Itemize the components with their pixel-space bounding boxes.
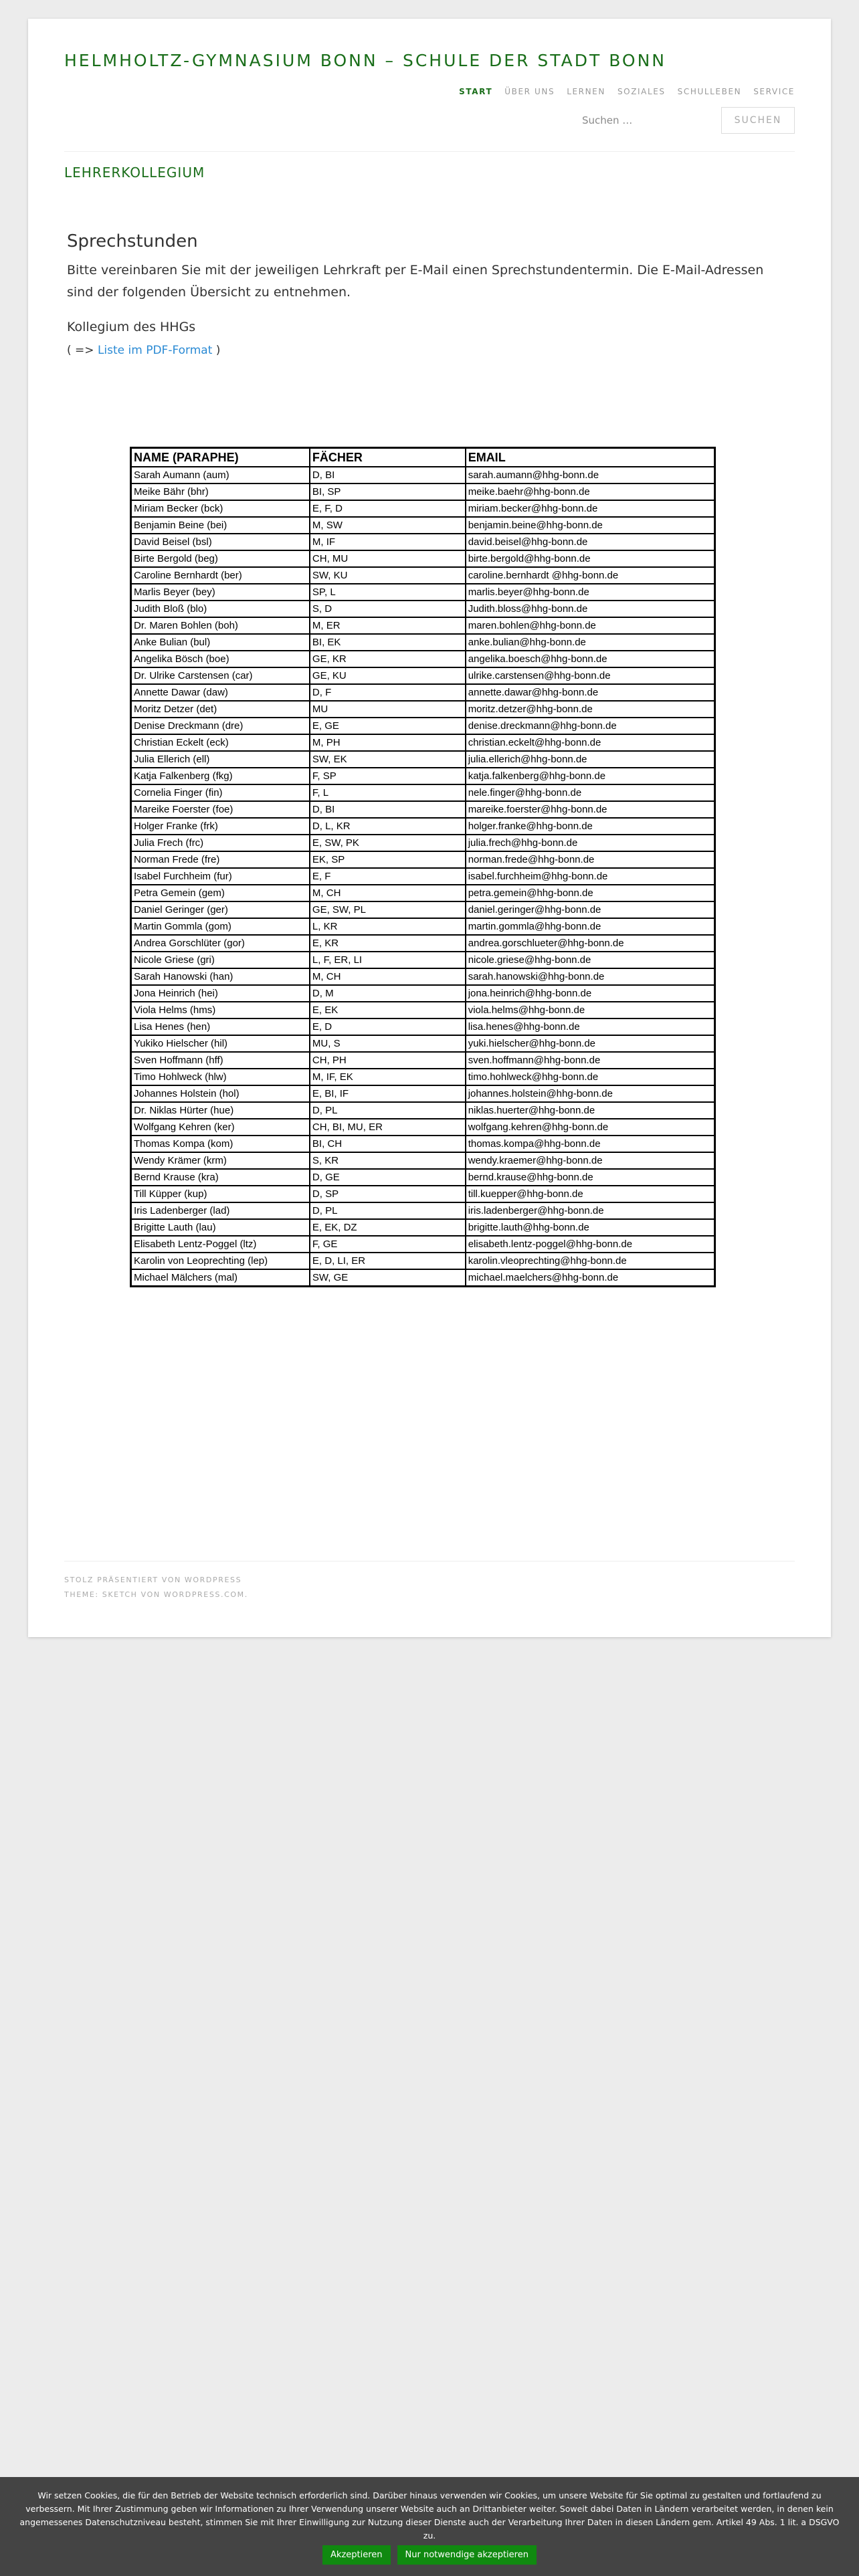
cell-faecher: SW, KU xyxy=(310,567,466,584)
cell-email[interactable]: till.kuepper@hhg-bonn.de xyxy=(466,1186,715,1202)
cell-email[interactable]: thomas.kompa@hhg-bonn.de xyxy=(466,1136,715,1152)
cell-email[interactable]: isabel.furchheim@hhg-bonn.de xyxy=(466,868,715,885)
cell-faecher: S, KR xyxy=(310,1152,466,1169)
pdf-link[interactable]: Liste im PDF-Format xyxy=(97,344,213,357)
nav-item-soziales[interactable]: SOZIALES xyxy=(617,87,666,96)
header-name: NAME (PARAPHE) xyxy=(131,448,310,467)
table-row xyxy=(131,667,715,684)
nav-item-lernen[interactable]: LERNEN xyxy=(567,87,605,96)
table-row xyxy=(131,1152,715,1169)
cell-faecher: M, ER xyxy=(310,617,466,634)
cell-name: David Beisel (bsl) xyxy=(131,534,310,550)
cell-email[interactable]: wolfgang.kehren@hhg-bonn.de xyxy=(466,1119,715,1136)
cell-email[interactable]: elisabeth.lentz-poggel@hhg-bonn.de xyxy=(466,1236,715,1253)
table-row xyxy=(131,601,715,617)
cell-name: Judith Bloß (blo) xyxy=(131,601,310,617)
cell-faecher: E, EK xyxy=(310,1002,466,1018)
cell-email[interactable]: nele.finger@hhg-bonn.de xyxy=(466,784,715,801)
cell-email[interactable]: iris.ladenberger@hhg-bonn.de xyxy=(466,1202,715,1219)
cell-email[interactable]: angelika.boesch@hhg-bonn.de xyxy=(466,651,715,667)
cell-faecher: D, PL xyxy=(310,1202,466,1219)
header-email: EMAIL xyxy=(466,448,715,467)
table-row xyxy=(131,818,715,835)
table-row xyxy=(131,1219,715,1236)
cell-email[interactable]: lisa.henes@hhg-bonn.de xyxy=(466,1018,715,1035)
cell-name: Wolfgang Kehren (ker) xyxy=(131,1119,310,1136)
cell-faecher: D, M xyxy=(310,985,466,1002)
cell-faecher: D, GE xyxy=(310,1169,466,1186)
table-row xyxy=(131,567,715,584)
cell-name: Martin Gommla (gom) xyxy=(131,918,310,935)
cell-email[interactable]: nicole.griese@hhg-bonn.de xyxy=(466,952,715,968)
table-row xyxy=(131,1169,715,1186)
table-row xyxy=(131,517,715,534)
cell-name: Iris Ladenberger (lad) xyxy=(131,1202,310,1219)
cell-faecher: E, F, D xyxy=(310,500,466,517)
cell-email[interactable]: sven.hoffmann@hhg-bonn.de xyxy=(466,1052,715,1069)
cookie-necessary-button[interactable]: Nur notwendige akzeptieren xyxy=(397,2545,537,2565)
search-input[interactable] xyxy=(574,107,714,134)
cell-name: Dr. Niklas Hürter (hue) xyxy=(131,1102,310,1119)
cell-faecher: D, PL xyxy=(310,1102,466,1119)
table-row xyxy=(131,1069,715,1085)
cell-faecher: E, F xyxy=(310,868,466,885)
cell-name: Jona Heinrich (hei) xyxy=(131,985,310,1002)
cell-name: Holger Franke (frk) xyxy=(131,818,310,835)
cell-faecher: D, SP xyxy=(310,1186,466,1202)
search-button[interactable]: SUCHEN xyxy=(721,107,795,134)
table-row xyxy=(131,617,715,634)
cell-email[interactable]: david.beisel@hhg-bonn.de xyxy=(466,534,715,550)
cell-name: Karolin von Leoprechting (lep) xyxy=(131,1253,310,1269)
table-row xyxy=(131,1186,715,1202)
table-row xyxy=(131,651,715,667)
cell-email[interactable]: ulrike.carstensen@hhg-bonn.de xyxy=(466,667,715,684)
cell-email[interactable]: miriam.becker@hhg-bonn.de xyxy=(466,500,715,517)
section-heading: Sprechstunden xyxy=(67,231,198,251)
cell-name: Marlis Beyer (bey) xyxy=(131,584,310,601)
staff-table xyxy=(130,447,716,1287)
cookie-accept-button[interactable]: Akzeptieren xyxy=(322,2545,391,2565)
search-form xyxy=(574,107,795,134)
cell-email[interactable]: sarah.hanowski@hhg-bonn.de xyxy=(466,968,715,985)
cell-name: Anke Bulian (bul) xyxy=(131,634,310,651)
cell-faecher: M, IF xyxy=(310,534,466,550)
cell-faecher: M, SW xyxy=(310,517,466,534)
table-row xyxy=(131,985,715,1002)
cell-faecher: E, KR xyxy=(310,935,466,952)
cell-faecher: SP, L xyxy=(310,584,466,601)
cell-email[interactable]: johannes.holstein@hhg-bonn.de xyxy=(466,1085,715,1102)
cell-email[interactable]: brigitte.lauth@hhg-bonn.de xyxy=(466,1219,715,1236)
cell-name: Yukiko Hielscher (hil) xyxy=(131,1035,310,1052)
table-row xyxy=(131,751,715,768)
cell-email[interactable]: moritz.detzer@hhg-bonn.de xyxy=(466,701,715,718)
cell-name: Norman Frede (fre) xyxy=(131,851,310,868)
header-faecher: FÄCHER xyxy=(310,448,466,467)
table-row xyxy=(131,968,715,985)
cell-email[interactable]: annette.dawar@hhg-bonn.de xyxy=(466,684,715,701)
cell-email[interactable]: daniel.geringer@hhg-bonn.de xyxy=(466,901,715,918)
cell-email[interactable]: jona.heinrich@hhg-bonn.de xyxy=(466,985,715,1002)
cell-name: Johannes Holstein (hol) xyxy=(131,1085,310,1102)
header-divider xyxy=(64,151,795,152)
table-row xyxy=(131,701,715,718)
cell-name: Miriam Becker (bck) xyxy=(131,500,310,517)
cell-email[interactable]: meike.baehr@hhg-bonn.de xyxy=(466,484,715,500)
table-row xyxy=(131,734,715,751)
cell-name: Caroline Bernhardt (ber) xyxy=(131,567,310,584)
table-row xyxy=(131,851,715,868)
cell-faecher: E, GE xyxy=(310,718,466,734)
cell-email[interactable]: benjamin.beine@hhg-bonn.de xyxy=(466,517,715,534)
cell-faecher: CH, BI, MU, ER xyxy=(310,1119,466,1136)
cell-faecher: SW, EK xyxy=(310,751,466,768)
cell-faecher: E, D xyxy=(310,1018,466,1035)
cell-faecher: S, D xyxy=(310,601,466,617)
nav-item-service[interactable]: SERVICE xyxy=(753,87,795,96)
footer-divider xyxy=(64,1561,795,1562)
table-row xyxy=(131,1269,715,1287)
main-nav xyxy=(459,87,795,96)
cell-name: Julia Ellerich (ell) xyxy=(131,751,310,768)
cell-email[interactable]: sarah.aumann@hhg-bonn.de xyxy=(466,467,715,484)
table-row xyxy=(131,784,715,801)
table-row xyxy=(131,901,715,918)
table-row xyxy=(131,935,715,952)
cell-name: Benjamin Beine (bei) xyxy=(131,517,310,534)
nav-item-ueber-uns[interactable]: ÜBER UNS xyxy=(504,87,555,96)
cell-faecher: MU xyxy=(310,701,466,718)
cookie-banner xyxy=(0,2477,859,2576)
cell-faecher: GE, SW, PL xyxy=(310,901,466,918)
cell-name: Sarah Aumann (aum) xyxy=(131,467,310,484)
cell-faecher: E, BI, IF xyxy=(310,1085,466,1102)
pdf-prefix: ( => xyxy=(67,344,98,357)
cell-name: Michael Mälchers (mal) xyxy=(131,1269,310,1287)
cell-email[interactable]: birte.bergold@hhg-bonn.de xyxy=(466,550,715,567)
table-row xyxy=(131,1236,715,1253)
cell-email[interactable]: viola.helms@hhg-bonn.de xyxy=(466,1002,715,1018)
cell-faecher: F, SP xyxy=(310,768,466,784)
table-row xyxy=(131,534,715,550)
cell-faecher: D, F xyxy=(310,684,466,701)
table-row xyxy=(131,584,715,601)
table-row xyxy=(131,718,715,734)
cell-email[interactable]: petra.gemein@hhg-bonn.de xyxy=(466,885,715,901)
cell-faecher: D, BI xyxy=(310,801,466,818)
table-row xyxy=(131,1002,715,1018)
footer-wordpress-link[interactable]: STOLZ PRÄSENTIERT VON WORDPRESS xyxy=(64,1576,242,1584)
cell-name: Lisa Henes (hen) xyxy=(131,1018,310,1035)
cell-faecher: BI, EK xyxy=(310,634,466,651)
table-row xyxy=(131,1119,715,1136)
page-card xyxy=(28,19,831,1637)
cell-email[interactable]: bernd.krause@hhg-bonn.de xyxy=(466,1169,715,1186)
table-header-row xyxy=(131,448,715,467)
cell-faecher: M, CH xyxy=(310,885,466,901)
cell-name: Julia Frech (frc) xyxy=(131,835,310,851)
cell-faecher: CH, MU xyxy=(310,550,466,567)
table-row xyxy=(131,1052,715,1069)
cell-email[interactable]: norman.frede@hhg-bonn.de xyxy=(466,851,715,868)
cell-name: Birte Bergold (beg) xyxy=(131,550,310,567)
cell-email[interactable]: caroline.bernhardt @hhg-bonn.de xyxy=(466,567,715,584)
cell-name: Petra Gemein (gem) xyxy=(131,885,310,901)
cell-name: Timo Hohlweck (hlw) xyxy=(131,1069,310,1085)
cell-name: Sven Hoffmann (hff) xyxy=(131,1052,310,1069)
cell-faecher: M, CH xyxy=(310,968,466,985)
cell-email[interactable]: julia.frech@hhg-bonn.de xyxy=(466,835,715,851)
table-body xyxy=(131,467,715,1287)
cell-name: Mareike Foerster (foe) xyxy=(131,801,310,818)
table-row xyxy=(131,500,715,517)
page-title: LEHRERKOLLEGIUM xyxy=(64,165,205,181)
cell-name: Sarah Hanowski (han) xyxy=(131,968,310,985)
intro-text: Bitte vereinbaren Sie mit der jeweiligen Lehrkraft per E-Mail einen Sprechstundentermin. Die E-Mail-Adressen sind der folgenden Übersicht zu entnehmen. xyxy=(67,263,764,300)
cell-name: Andrea Gorschlüter (gor) xyxy=(131,935,310,952)
cell-faecher: GE, KR xyxy=(310,651,466,667)
pdf-suffix: ) xyxy=(212,344,221,357)
cell-name: Isabel Furchheim (fur) xyxy=(131,868,310,885)
cell-name: Viola Helms (hms) xyxy=(131,1002,310,1018)
table-row xyxy=(131,918,715,935)
table-row xyxy=(131,634,715,651)
cell-email[interactable]: mareike.foerster@hhg-bonn.de xyxy=(466,801,715,818)
cookie-buttons xyxy=(0,2545,859,2565)
cell-name: Cornelia Finger (fin) xyxy=(131,784,310,801)
table-row xyxy=(131,1136,715,1152)
cell-email[interactable]: karolin.vleoprechting@hhg-bonn.de xyxy=(466,1253,715,1269)
cell-faecher: L, KR xyxy=(310,918,466,935)
cell-email[interactable]: Judith.bloss@hhg-bonn.de xyxy=(466,601,715,617)
table-row xyxy=(131,1253,715,1269)
cell-name: Dr. Ulrike Carstensen (car) xyxy=(131,667,310,684)
table-row xyxy=(131,1035,715,1052)
cell-name: Wendy Krämer (krm) xyxy=(131,1152,310,1169)
table-row xyxy=(131,684,715,701)
cell-faecher: BI, CH xyxy=(310,1136,466,1152)
footer-theme-link[interactable]: THEME: SKETCH VON WORDPRESS.COM. xyxy=(64,1590,248,1599)
cell-email[interactable]: marlis.beyer@hhg-bonn.de xyxy=(466,584,715,601)
table-row xyxy=(131,550,715,567)
cell-faecher: F, GE xyxy=(310,1236,466,1253)
table-row xyxy=(131,868,715,885)
site-title[interactable]: HELMHOLTZ-GYMNASIUM BONN – SCHULE DER STADT BONN xyxy=(64,51,666,70)
cell-name: Angelika Bösch (boe) xyxy=(131,651,310,667)
cell-name: Elisabeth Lentz-Poggel (ltz) xyxy=(131,1236,310,1253)
cell-name: Daniel Geringer (ger) xyxy=(131,901,310,918)
nav-item-schulleben[interactable]: SCHULLEBEN xyxy=(677,87,742,96)
cell-faecher: F, L xyxy=(310,784,466,801)
table-row xyxy=(131,1202,715,1219)
cell-name: Brigitte Lauth (lau) xyxy=(131,1219,310,1236)
table-row xyxy=(131,1085,715,1102)
cell-name: Moritz Detzer (det) xyxy=(131,701,310,718)
cell-email[interactable]: niklas.huerter@hhg-bonn.de xyxy=(466,1102,715,1119)
table-row xyxy=(131,801,715,818)
table-row xyxy=(131,835,715,851)
cell-faecher: CH, PH xyxy=(310,1052,466,1069)
cell-name: Katja Falkenberg (fkg) xyxy=(131,768,310,784)
cell-email[interactable]: martin.gommla@hhg-bonn.de xyxy=(466,918,715,935)
cell-faecher: E, SW, PK xyxy=(310,835,466,851)
cell-faecher: E, D, LI, ER xyxy=(310,1253,466,1269)
cell-name: Annette Dawar (daw) xyxy=(131,684,310,701)
cell-faecher: M, IF, EK xyxy=(310,1069,466,1085)
cell-faecher: E, EK, DZ xyxy=(310,1219,466,1236)
cell-faecher: MU, S xyxy=(310,1035,466,1052)
cell-email[interactable]: timo.hohlweck@hhg-bonn.de xyxy=(466,1069,715,1085)
cell-faecher: D, L, KR xyxy=(310,818,466,835)
cell-faecher: SW, GE xyxy=(310,1269,466,1287)
cell-email[interactable]: holger.franke@hhg-bonn.de xyxy=(466,818,715,835)
cell-email[interactable]: maren.bohlen@hhg-bonn.de xyxy=(466,617,715,634)
cell-name: Denise Dreckmann (dre) xyxy=(131,718,310,734)
cell-name: Till Küpper (kup) xyxy=(131,1186,310,1202)
cell-email[interactable]: julia.ellerich@hhg-bonn.de xyxy=(466,751,715,768)
cell-email[interactable]: denise.dreckmann@hhg-bonn.de xyxy=(466,718,715,734)
cell-email[interactable]: wendy.kraemer@hhg-bonn.de xyxy=(466,1152,715,1169)
cell-faecher: M, PH xyxy=(310,734,466,751)
cell-name: Christian Eckelt (eck) xyxy=(131,734,310,751)
cell-email[interactable]: anke.bulian@hhg-bonn.de xyxy=(466,634,715,651)
pdf-line xyxy=(67,344,220,357)
cell-name: Nicole Griese (gri) xyxy=(131,952,310,968)
table-row xyxy=(131,484,715,500)
nav-item-start[interactable]: START xyxy=(459,87,493,96)
cell-faecher: L, F, ER, LI xyxy=(310,952,466,968)
table-row xyxy=(131,1018,715,1035)
cell-name: Meike Bähr (bhr) xyxy=(131,484,310,500)
table-row xyxy=(131,768,715,784)
cell-email[interactable]: katja.falkenberg@hhg-bonn.de xyxy=(466,768,715,784)
cell-faecher: D, BI xyxy=(310,467,466,484)
cell-name: Thomas Kompa (kom) xyxy=(131,1136,310,1152)
cell-email[interactable]: yuki.hielscher@hhg-bonn.de xyxy=(466,1035,715,1052)
cell-email[interactable]: michael.maelchers@hhg-bonn.de xyxy=(466,1269,715,1287)
cell-email[interactable]: christian.eckelt@hhg-bonn.de xyxy=(466,734,715,751)
cell-faecher: GE, KU xyxy=(310,667,466,684)
cookie-text: Wir setzen Cookies, die für den Betrieb der Website technisch erforderlich sind. Darüber hinaus verwenden wir Cookies, um unsere Website für Sie optimal zu gestalten und fortlaufend zu verbessern. Mit Ihrer Zustimmung geben wir Informationen zu Ihrer Verwendung unserer Website auch an Drittanbieter weiter. Soweit dabei Daten in Ländern verarbeitet werden, in denen kein angemessenes Datenschutzniveau besteht, stimmen Sie mit Ihrer Einwilligung zur Nutzung dieser Dienste auch der Verarbeitung Ihrer Daten in diesen Ländern gem. Artikel 49 Abs. 1 lit. a DSGVO zu. xyxy=(19,2490,840,2541)
cell-name: Dr. Maren Bohlen (boh) xyxy=(131,617,310,634)
footer xyxy=(64,1573,248,1602)
cell-faecher: BI, SP xyxy=(310,484,466,500)
kollegium-heading: Kollegium des HHGs xyxy=(67,320,196,334)
cell-name: Bernd Krause (kra) xyxy=(131,1169,310,1186)
cell-faecher: EK, SP xyxy=(310,851,466,868)
table-row xyxy=(131,885,715,901)
cell-email[interactable]: andrea.gorschlueter@hhg-bonn.de xyxy=(466,935,715,952)
table-row xyxy=(131,467,715,484)
table-row xyxy=(131,952,715,968)
table-row xyxy=(131,1102,715,1119)
